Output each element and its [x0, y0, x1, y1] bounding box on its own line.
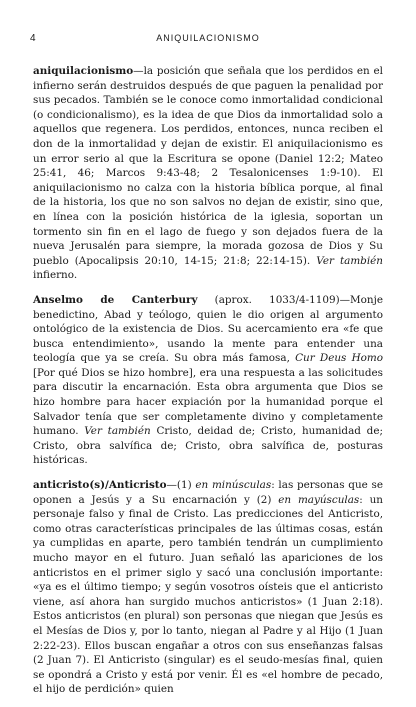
page-header — [30, 33, 386, 47]
entry-text: Cristo, deidad de; Cristo, humanidad de; Cristo, obra salvífica de; Cristo, obra salvífica de, posturas históricas. — [33, 425, 383, 467]
entry-text-italic: en minúsculas — [195, 479, 272, 492]
entry-text: —(1) — [166, 479, 196, 492]
entry-text-italic: Ver también — [84, 425, 151, 438]
glossary-entry-aniquilacionismo — [33, 64, 383, 283]
entry-text: —la posición que señala que los perdidos en el infierno serán destruidos después de que paguen la penalidad por sus pecados. También se le conoce como inmortalidad condicional (o condicionalismo), es la idea de que Dios da inmortalidad solo a aquellos que regenera. Los perdidos, entonces, nunca reciben el don de la inmortalidad y dejan de existir. El aniquilacionismo es un error serio al que la Escritura se opone (Daniel 12:2; Mateo 25:41, 46; Marcos 9:43-48; 2 Tesalonicenses 1:9-10). El aniquilacionismo no calza con la historia bíblica porque, al final de la historia, los que no son salvos no dejan de existir, sino que, en línea con la posición histórica de la iglesia, soportan un tormento sin fin en el lago de fuego y son dejados fuera de la nueva Jerusalén para siempre, la morada gozosa de Dios y Su pueblo (Apocalipsis 20:10, 14-15; 21:8; 22:14-15). — [33, 65, 383, 267]
entry-text: [Por qué Dios se hizo hombre], era una respuesta a las solicitudes para discutir la encarnación. Esta obra argumenta que Dios se hizo hombre para hacer expiación por la humanidad porque el Salvador tenía que ser completamente divino y completamente humano. — [33, 366, 383, 438]
entry-term: aniquilacionismo — [33, 65, 134, 77]
page-number: 4 — [30, 33, 37, 44]
entry-text-italic: en mayúsculas — [278, 493, 360, 506]
entry-text: : las personas que se oponen a Jesús y a Su encarnación y (2) — [33, 479, 383, 506]
entry-text: (aprox. 1033/4-1109)—Monje benedictino, Abad y teólogo, quien le dio origen al argumento ontológico de la existencia de Dios. Su acercamiento era «fe que busca entendimiento», usando la mente para entender una teología que ya se creía. Su obra más famosa, — [33, 293, 383, 365]
entry-text-italic: Ver también — [316, 254, 384, 267]
entry-text: : un personaje falso y final de Cristo. Las predicciones del Anticristo, como otras características principales de las últimas cosas, están ya cumplidas en aparte, pero también tendrán un cumplimiento mucho mayor en el futuro. Juan señaló las apariciones de los anticristos en el primer siglo y sacó una conclusión importante: «ya es el último tiempo; y según vosotros oísteis que el anticristo viene, así ahora han surgido muchos anticristos» (1 Juan 2:18). Estos anticristos (en plural) son personas que niegan que Jesús es el Mesías de Dios y, por lo tanto, niegan al Padre y al Hijo (1 Juan 2:22-23). Ellos buscan engañar a otros con sus enseñanzas falsas (2 Juan 7). El Anticristo (singular) es el seudo-mesías final, quien se opondrá a Cristo y está por venir. Él es «el hombre de pecado, el hijo de perdición» quien — [33, 493, 383, 696]
glossary-entry-anselmo — [33, 293, 383, 468]
entry-text-italic: Cur Deus Homo — [295, 352, 383, 365]
entry-term: Anselmo de Canterbury — [33, 293, 198, 306]
running-title: ANIQUILACIONISMO — [156, 33, 260, 43]
glossary-entry-anticristo — [33, 478, 383, 697]
entry-text: infierno. — [33, 269, 78, 282]
page-body — [33, 64, 383, 707]
entry-term: anticristo(s)/Anticristo — [33, 479, 167, 492]
